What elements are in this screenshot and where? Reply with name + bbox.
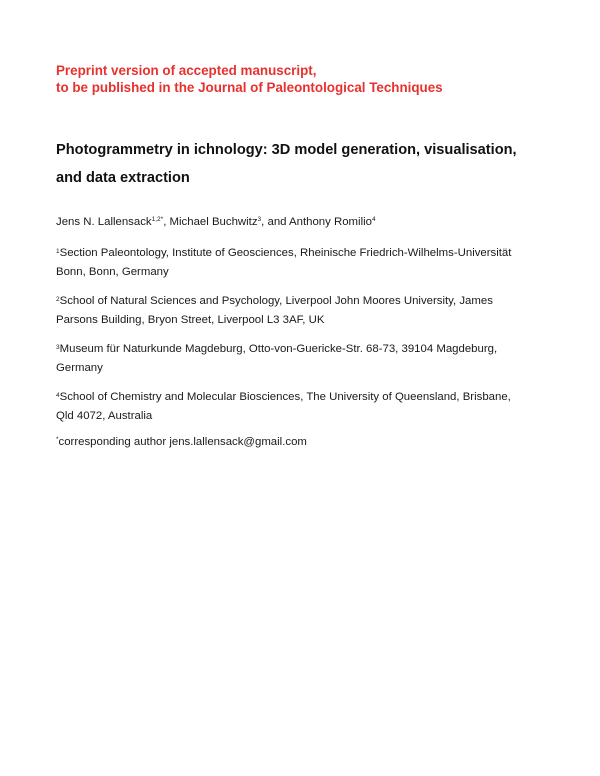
affiliation-text-line-1: School of Natural Sciences and Psychology, Liverpool John Moores University, James <box>59 295 493 307</box>
affiliation-number: 3 <box>56 344 60 351</box>
affiliation-text-line-1: Section Paleontology, Institute of Geosciences, Rheinische Friedrich-Wilhelms-Universität <box>59 247 512 259</box>
preprint-notice <box>56 62 443 96</box>
paper-title <box>56 136 536 192</box>
affiliation-text-line-1: School of Chemistry and Molecular Biosciences, The University of Queensland, Brisbane, <box>59 391 511 403</box>
affiliation-4 <box>56 388 536 426</box>
author-list <box>56 214 376 230</box>
affiliation-2 <box>56 292 536 330</box>
author-name: Michael Buchwitz <box>169 216 258 228</box>
author-affiliation-marker: 3 <box>257 216 262 223</box>
author-separator: , <box>163 216 170 228</box>
corresponding-marker: * <box>56 436 59 443</box>
affiliation-3 <box>56 340 536 378</box>
affiliation-text-line-2: Bonn, Bonn, Germany <box>56 266 169 278</box>
corresponding-author-text: corresponding author jens.lallensack@gmail.com <box>58 436 307 448</box>
affiliation-text-line-2: Parsons Building, Bryon Street, Liverpool L3 3AF, UK <box>56 314 325 326</box>
preprint-notice-line-2: to be published in the Journal of Paleontological Techniques <box>56 80 443 95</box>
author-affiliation-marker: 1,2* <box>151 216 164 223</box>
author-separator: , and <box>261 216 290 228</box>
affiliation-number: 2 <box>56 296 60 303</box>
affiliation-1 <box>56 244 536 282</box>
author-name: Anthony Romilio <box>289 216 372 228</box>
corresponding-author <box>56 434 307 450</box>
preprint-notice-line-1: Preprint version of accepted manuscript, <box>56 63 317 78</box>
paper-title-line-1: Photogrammetry in ichnology: 3D model generation, visualisation, <box>56 142 517 158</box>
affiliation-number: 1 <box>56 248 60 255</box>
author-name: Jens N. Lallensack <box>56 216 152 228</box>
paper-title-line-2: and data extraction <box>56 170 190 186</box>
affiliation-text-line-1: Museum für Naturkunde Magdeburg, Otto-von-Guericke-Str. 68-73, 39104 Magdeburg, <box>59 343 498 355</box>
affiliation-number: 4 <box>56 392 60 399</box>
author-affiliation-marker: 4 <box>371 216 376 223</box>
affiliation-text-line-2: Qld 4072, Australia <box>56 410 153 422</box>
affiliation-text-line-2: Germany <box>56 362 103 374</box>
